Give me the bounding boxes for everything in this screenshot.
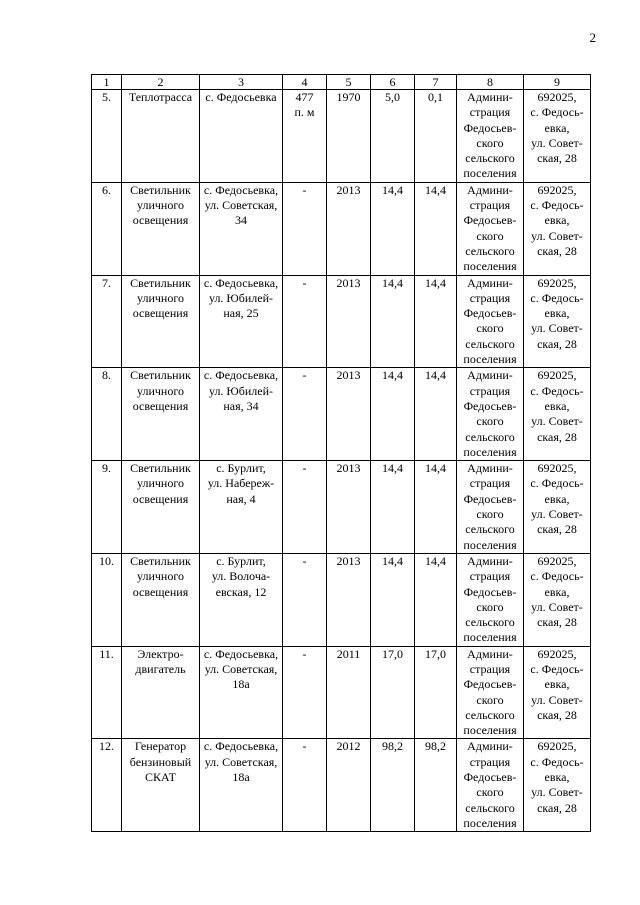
address-line: ская, 28 xyxy=(537,707,577,722)
address-line: с. Федось- xyxy=(530,383,584,398)
column-header: 2 xyxy=(122,75,200,90)
holder-line: страция xyxy=(469,754,511,769)
length-line: - xyxy=(302,553,307,568)
address-line: евка, xyxy=(544,770,570,785)
year-cell: 2013 xyxy=(327,275,371,368)
location-cell xyxy=(200,275,283,368)
address-cell xyxy=(524,182,591,275)
length-line: - xyxy=(302,739,307,754)
holder-line: сельского xyxy=(465,429,515,444)
object-name-line: освещения xyxy=(132,398,189,413)
holder-cell xyxy=(457,368,524,461)
address-line: с. Федось- xyxy=(530,476,584,491)
holder-line: поселения xyxy=(463,352,517,367)
holder-line: страция xyxy=(469,290,511,305)
address-line: ская, 28 xyxy=(537,522,577,537)
address-cell xyxy=(524,90,591,183)
value-col7-cell: 14,4 xyxy=(415,461,457,554)
row-number-cell: 11. xyxy=(92,646,122,739)
holder-line: поселения xyxy=(463,537,517,552)
location-line: с. Федосьевка, xyxy=(203,646,279,661)
holder-line: сельского xyxy=(465,151,515,166)
address-line: евка, xyxy=(544,398,570,413)
object-name-line: Светильник xyxy=(130,461,191,476)
holder-line: Админи- xyxy=(467,461,513,476)
object-name-cell xyxy=(122,461,200,554)
address-line: 692025, xyxy=(537,461,577,476)
column-header: 6 xyxy=(371,75,415,90)
length-cell xyxy=(283,275,327,368)
location-cell xyxy=(200,182,283,275)
object-name-line: освещения xyxy=(132,491,189,506)
row-number-cell: 6. xyxy=(92,182,122,275)
object-name-line: СКАТ xyxy=(145,770,176,785)
length-line: п. м xyxy=(294,105,315,120)
object-name-line: освещения xyxy=(132,584,189,599)
holder-line: Админи- xyxy=(467,90,513,104)
address-line: ул. Совет- xyxy=(531,321,583,336)
column-header: 4 xyxy=(283,75,327,90)
length-cell xyxy=(283,553,327,646)
table-row xyxy=(92,368,591,461)
value-col6-cell: 17,0 xyxy=(371,646,415,739)
row-number-cell: 9. xyxy=(92,461,122,554)
object-name-cell xyxy=(122,739,200,832)
row-number-cell: 10. xyxy=(92,553,122,646)
holder-line: Федосьев- xyxy=(463,213,517,228)
value-col7-cell: 14,4 xyxy=(415,368,457,461)
holder-line: сельского xyxy=(465,522,515,537)
address-line: ул. Совет- xyxy=(531,785,583,800)
address-line: ул. Совет- xyxy=(531,507,583,522)
holder-cell xyxy=(457,90,524,183)
year-cell: 2013 xyxy=(327,461,371,554)
address-line: ул. Совет- xyxy=(531,599,583,614)
address-line: ул. Совет- xyxy=(531,414,583,429)
holder-line: поселения xyxy=(463,259,517,274)
location-line: с. Федосьевка, xyxy=(203,739,279,754)
holder-cell xyxy=(457,739,524,832)
location-line: с. Бурлит, xyxy=(216,461,266,476)
value-col7-cell: 14,4 xyxy=(415,553,457,646)
table-row xyxy=(92,90,591,183)
year-cell: 2013 xyxy=(327,368,371,461)
column-header: 1 xyxy=(92,75,122,90)
length-cell xyxy=(283,739,327,832)
location-line: с. Федосьевка, xyxy=(203,275,279,290)
holder-line: страция xyxy=(469,476,511,491)
object-name-line: уличного xyxy=(137,476,184,491)
object-name-line: двигатель xyxy=(135,661,186,676)
location-line: ул. Советская, xyxy=(204,198,278,213)
table-row xyxy=(92,646,591,739)
address-line: с. Федось- xyxy=(530,105,584,120)
address-line: ская, 28 xyxy=(537,151,577,166)
object-name-line: освещения xyxy=(132,306,189,321)
object-name-line: Теплотрасса xyxy=(128,90,193,104)
address-line: ул. Совет- xyxy=(531,228,583,243)
location-line: ная, 4 xyxy=(226,491,256,506)
address-line: 692025, xyxy=(537,553,577,568)
location-line: 34 xyxy=(235,213,247,228)
holder-cell xyxy=(457,461,524,554)
object-name-line: Светильник xyxy=(130,368,191,383)
address-cell xyxy=(524,646,591,739)
holder-line: сельского xyxy=(465,707,515,722)
address-cell xyxy=(524,553,591,646)
location-cell xyxy=(200,461,283,554)
holder-line: Админи- xyxy=(467,275,513,290)
length-line: - xyxy=(302,182,307,197)
object-name-line: уличного xyxy=(137,569,184,584)
address-line: ская, 28 xyxy=(537,800,577,815)
column-header: 9 xyxy=(524,75,591,90)
location-line: ул. Набереж- xyxy=(207,476,275,491)
address-line: евка, xyxy=(544,306,570,321)
location-line: с. Бурлит, xyxy=(216,553,266,568)
location-line: ул. Юбилей- xyxy=(208,290,274,305)
holder-cell xyxy=(457,553,524,646)
holder-line: Федосьев- xyxy=(463,584,517,599)
holder-cell xyxy=(457,646,524,739)
holder-line: страция xyxy=(469,105,511,120)
column-number-row xyxy=(92,75,591,90)
year-cell: 2012 xyxy=(327,739,371,832)
object-name-cell xyxy=(122,553,200,646)
address-line: с. Федось- xyxy=(530,661,584,676)
value-col6-cell: 14,4 xyxy=(371,182,415,275)
holder-line: сельского xyxy=(465,615,515,630)
value-col7-cell: 98,2 xyxy=(415,739,457,832)
holder-line: ского xyxy=(476,599,504,614)
address-line: с. Федось- xyxy=(530,754,584,769)
holder-line: Админи- xyxy=(467,182,513,197)
location-line: ная, 25 xyxy=(223,306,259,321)
object-name-cell xyxy=(122,275,200,368)
address-line: с. Федось- xyxy=(530,569,584,584)
year-cell: 2013 xyxy=(327,182,371,275)
value-col6-cell: 98,2 xyxy=(371,739,415,832)
address-line: 692025, xyxy=(537,90,577,104)
location-line: ная, 34 xyxy=(223,398,259,413)
location-line: ул. Советская, xyxy=(204,754,278,769)
value-col7-cell: 14,4 xyxy=(415,275,457,368)
length-cell xyxy=(283,368,327,461)
year-cell: 2011 xyxy=(327,646,371,739)
holder-line: страция xyxy=(469,198,511,213)
value-col6-cell: 14,4 xyxy=(371,553,415,646)
location-line: евская, 12 xyxy=(215,584,267,599)
address-line: евка, xyxy=(544,491,570,506)
address-line: ул. Совет- xyxy=(531,135,583,150)
holder-line: ского xyxy=(476,785,504,800)
table-row xyxy=(92,553,591,646)
length-line: - xyxy=(302,275,307,290)
holder-line: Федосьев- xyxy=(463,306,517,321)
table-row xyxy=(92,275,591,368)
holder-line: Админи- xyxy=(467,739,513,754)
location-cell xyxy=(200,739,283,832)
length-line: - xyxy=(302,368,307,383)
holder-line: ского xyxy=(476,135,504,150)
holder-line: Федосьев- xyxy=(463,120,517,135)
value-col6-cell: 14,4 xyxy=(371,275,415,368)
holder-line: Админи- xyxy=(467,646,513,661)
holder-line: страция xyxy=(469,383,511,398)
address-line: евка, xyxy=(544,677,570,692)
value-col6-cell: 5,0 xyxy=(371,90,415,183)
address-cell xyxy=(524,461,591,554)
row-number-cell: 7. xyxy=(92,275,122,368)
location-cell xyxy=(200,553,283,646)
address-cell xyxy=(524,368,591,461)
location-cell xyxy=(200,646,283,739)
address-line: ская, 28 xyxy=(537,615,577,630)
year-cell: 1970 xyxy=(327,90,371,183)
holder-line: поселения xyxy=(463,166,517,181)
length-cell xyxy=(283,90,327,183)
location-cell xyxy=(200,90,283,183)
length-cell xyxy=(283,461,327,554)
value-col6-cell: 14,4 xyxy=(371,368,415,461)
table-row xyxy=(92,182,591,275)
object-name-cell xyxy=(122,182,200,275)
length-cell xyxy=(283,182,327,275)
object-name-line: уличного xyxy=(137,383,184,398)
page-number: 2 xyxy=(589,30,596,45)
object-name-line: бензиновый xyxy=(129,754,192,769)
address-line: с. Федось- xyxy=(530,290,584,305)
location-line: ул. Юбилей- xyxy=(208,383,274,398)
holder-line: поселения xyxy=(463,723,517,738)
object-name-line: Электро- xyxy=(137,646,184,661)
holder-line: Федосьев- xyxy=(463,491,517,506)
row-number-cell: 8. xyxy=(92,368,122,461)
holder-line: страция xyxy=(469,569,511,584)
address-line: ул. Совет- xyxy=(531,692,583,707)
length-cell xyxy=(283,646,327,739)
holder-line: поселения xyxy=(463,444,517,459)
holder-line: сельского xyxy=(465,336,515,351)
year-cell: 2013 xyxy=(327,553,371,646)
address-line: ская, 28 xyxy=(537,336,577,351)
value-col7-cell: 17,0 xyxy=(415,646,457,739)
address-line: с. Федось- xyxy=(530,198,584,213)
address-cell xyxy=(524,739,591,832)
object-name-line: Светильник xyxy=(130,553,191,568)
location-line: с. Федосьевка xyxy=(205,90,277,104)
address-cell xyxy=(524,275,591,368)
object-name-line: Светильник xyxy=(130,275,191,290)
holder-cell xyxy=(457,275,524,368)
location-line: 18а xyxy=(232,770,250,785)
location-line: ул. Советская, xyxy=(204,661,278,676)
holder-line: ского xyxy=(476,228,504,243)
holder-line: ского xyxy=(476,414,504,429)
address-line: ская, 28 xyxy=(537,429,577,444)
table-row xyxy=(92,739,591,832)
object-name-line: Светильник xyxy=(130,182,191,197)
holder-line: поселения xyxy=(463,815,517,830)
holder-line: ского xyxy=(476,321,504,336)
holder-line: сельского xyxy=(465,800,515,815)
address-line: евка, xyxy=(544,120,570,135)
object-name-cell xyxy=(122,90,200,183)
holder-line: Админи- xyxy=(467,553,513,568)
location-line: с. Федосьевка, xyxy=(203,182,279,197)
property-registry-table xyxy=(91,74,591,832)
table-body xyxy=(92,90,591,832)
column-header: 3 xyxy=(200,75,283,90)
object-name-cell xyxy=(122,368,200,461)
object-name-line: уличного xyxy=(137,290,184,305)
value-col7-cell: 14,4 xyxy=(415,182,457,275)
holder-line: Федосьев- xyxy=(463,677,517,692)
address-line: 692025, xyxy=(537,182,577,197)
holder-cell xyxy=(457,182,524,275)
object-name-line: освещения xyxy=(132,213,189,228)
address-line: евка, xyxy=(544,213,570,228)
column-header: 7 xyxy=(415,75,457,90)
row-number-cell: 12. xyxy=(92,739,122,832)
value-col6-cell: 14,4 xyxy=(371,461,415,554)
holder-line: Федосьев- xyxy=(463,398,517,413)
holder-line: ского xyxy=(476,692,504,707)
address-line: 692025, xyxy=(537,739,577,754)
object-name-line: уличного xyxy=(137,198,184,213)
table-row xyxy=(92,461,591,554)
length-line: - xyxy=(302,461,307,476)
holder-line: ского xyxy=(476,507,504,522)
column-header: 8 xyxy=(457,75,524,90)
holder-line: Админи- xyxy=(467,368,513,383)
location-line: ул. Волоча- xyxy=(211,569,271,584)
holder-line: страция xyxy=(469,661,511,676)
value-col7-cell: 0,1 xyxy=(415,90,457,183)
address-line: 692025, xyxy=(537,275,577,290)
address-line: евка, xyxy=(544,584,570,599)
address-line: 692025, xyxy=(537,368,577,383)
holder-line: поселения xyxy=(463,630,517,645)
length-line: - xyxy=(302,646,307,661)
holder-line: Федосьев- xyxy=(463,770,517,785)
object-name-line: Генератор xyxy=(134,739,187,754)
column-header: 5 xyxy=(327,75,371,90)
location-cell xyxy=(200,368,283,461)
row-number-cell: 5. xyxy=(92,90,122,183)
location-line: с. Федосьевка, xyxy=(203,368,279,383)
length-line: 477 xyxy=(295,90,314,104)
object-name-cell xyxy=(122,646,200,739)
holder-line: сельского xyxy=(465,243,515,258)
location-line: 18а xyxy=(232,677,250,692)
address-line: ская, 28 xyxy=(537,243,577,258)
address-line: 692025, xyxy=(537,646,577,661)
